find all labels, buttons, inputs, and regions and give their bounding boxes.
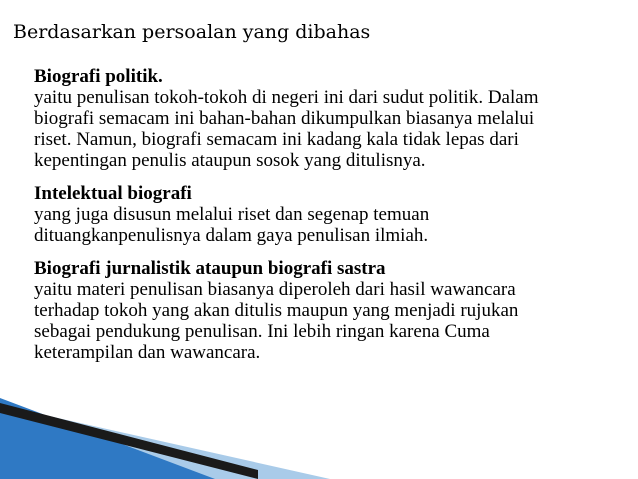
slide-title: Berdasarkan persoalan yang dibahas bbox=[13, 21, 371, 43]
section-text-line: biografi semacam ini bahan-bahan dikumpulkan biasanya melalui bbox=[34, 108, 535, 129]
swoosh-dark bbox=[0, 403, 258, 479]
section-biografi-politik bbox=[34, 66, 630, 171]
section-intelektual-biografi bbox=[34, 183, 630, 246]
section-text-line: yaitu penulisan tokoh-tokoh di negeri ini dari sudut politik. Dalam bbox=[34, 87, 539, 108]
swoosh-blue bbox=[0, 398, 215, 479]
section-text-line: kepentingan penulis ataupun sosok yang ditulisnya. bbox=[34, 150, 426, 171]
section-text-line: riset. Namun, biografi semacam ini kadang kala tidak lepas dari bbox=[34, 129, 519, 150]
section-heading: Biografi jurnalistik ataupun biografi sastra bbox=[34, 258, 386, 279]
section-text-line: keterampilan dan wawancara. bbox=[34, 342, 261, 363]
section-text-line: dituangkanpenulisnya dalam gaya penulisan ilmiah. bbox=[34, 225, 429, 246]
section-heading: Intelektual biografi bbox=[34, 183, 192, 204]
section-heading: Biografi politik. bbox=[34, 66, 163, 87]
section-text-line: yang juga disusun melalui riset dan segenap temuan bbox=[34, 204, 430, 225]
section-text-line: sebagai pendukung penulisan. Ini lebih ringan karena Cuma bbox=[34, 321, 490, 342]
section-text-line: terhadap tokoh yang akan ditulis maupun yang menjadi rujukan bbox=[34, 300, 519, 321]
swoosh-light-blue bbox=[0, 405, 330, 479]
section-biografi-jurnalistik bbox=[34, 258, 630, 363]
section-text-line: yaitu materi penulisan biasanya diperoleh dari hasil wawancara bbox=[34, 279, 516, 300]
slide-body bbox=[34, 66, 630, 375]
